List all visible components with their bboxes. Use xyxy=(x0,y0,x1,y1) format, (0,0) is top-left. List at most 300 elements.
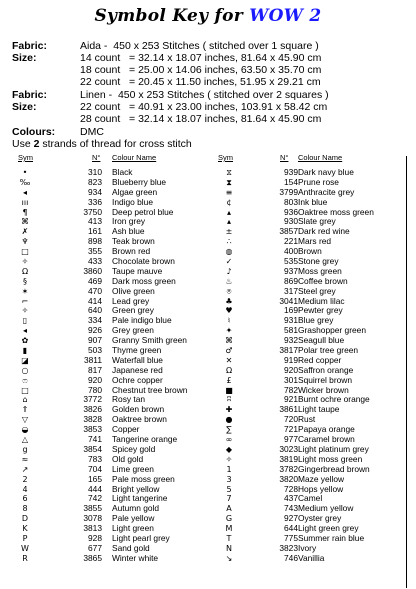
dmc-number: 928 xyxy=(88,532,102,543)
colour-name: Ink blue xyxy=(298,196,328,207)
dmc-number: 503 xyxy=(88,345,102,356)
symbol-glyph: ¶ xyxy=(22,207,28,217)
dmc-number: 3826 xyxy=(83,404,102,415)
symbol-row xyxy=(0,405,210,415)
column-divider xyxy=(406,156,407,588)
dmc-number: 3817 xyxy=(279,345,298,356)
symbol-glyph: Ω xyxy=(21,266,29,276)
symbol-glyph: ♮ xyxy=(227,316,231,326)
colour-name: Pale yellow xyxy=(112,513,155,524)
dmc-number: 783 xyxy=(88,453,102,464)
symbol-glyph: M xyxy=(225,524,233,534)
dmc-number: 3854 xyxy=(83,443,102,454)
symbol-glyph: ⧗ xyxy=(226,177,232,187)
symbol-row xyxy=(0,504,210,514)
dmc-number: 310 xyxy=(88,167,102,177)
dmc-number: 926 xyxy=(88,325,102,336)
colour-name: Grashopper green xyxy=(298,325,366,336)
dmc-number: 640 xyxy=(88,305,102,316)
colour-name: Oaktree brown xyxy=(112,414,167,425)
size-line-1: Size: 14 count = 32.14 x 18.07 inches, 81.64 x 45.90 cm xyxy=(12,52,322,64)
dmc-number: 355 xyxy=(88,246,102,257)
colour-name: Bright yellow xyxy=(112,483,160,494)
symbol-glyph: ✦ xyxy=(225,326,233,336)
symbol-glyph: 3 xyxy=(226,474,232,484)
colour-name: Medium yellow xyxy=(298,503,354,514)
symbol-glyph: £ xyxy=(226,375,232,385)
symbol-glyph: T xyxy=(226,533,232,543)
dmc-number: 3857 xyxy=(279,226,298,237)
dmc-number: 433 xyxy=(88,256,102,267)
dmc-number: 977 xyxy=(284,434,298,445)
colour-name: Grey green xyxy=(112,325,154,336)
colour-name: Olive green xyxy=(112,285,155,296)
colour-name: Light pearl grey xyxy=(112,532,170,543)
dmc-number: 3861 xyxy=(279,404,298,415)
colour-name: Rosy tan xyxy=(112,394,146,405)
symbol-glyph: ▴ xyxy=(226,217,231,227)
symbol-glyph: ▴ xyxy=(226,207,231,217)
symbol-row xyxy=(0,485,210,495)
colour-name: Sand gold xyxy=(112,542,150,553)
dmc-number: 3819 xyxy=(279,453,298,464)
colour-name: Slate grey xyxy=(298,216,336,227)
dmc-number: 469 xyxy=(88,275,102,286)
colour-name: Medium lilac xyxy=(298,295,345,306)
colour-name: Blueberry blue xyxy=(112,176,167,187)
symbol-row xyxy=(0,415,210,425)
size-line-5: 28 count = 32.14 x 18.07 inches, 81.64 x 45.90 cm xyxy=(80,113,322,125)
symbol-glyph: ʭ xyxy=(226,395,232,405)
symbol-glyph: ○ xyxy=(21,365,29,375)
symbol-row xyxy=(0,227,210,237)
symbol-glyph: ¢ xyxy=(226,197,232,207)
colour-name: Light platinum grey xyxy=(298,443,369,454)
colour-name: Granny Smith green xyxy=(112,335,187,346)
symbol-glyph: ⌂ xyxy=(22,395,28,405)
colour-name: Prune rose xyxy=(298,176,339,187)
symbol-row xyxy=(0,277,210,287)
colour-name: Taupe mauve xyxy=(112,265,163,276)
symbol-row xyxy=(0,237,210,247)
dmc-number: 400 xyxy=(284,246,298,257)
symbol-glyph: ⧖ xyxy=(226,168,232,177)
symbol-glyph: ✶ xyxy=(21,286,29,296)
dmc-number: 782 xyxy=(284,384,298,395)
dmc-number: 936 xyxy=(284,206,298,217)
symbol-list-left xyxy=(0,168,210,564)
symbol-list-right xyxy=(208,168,406,564)
symbol-glyph: G xyxy=(225,514,233,524)
symbol-row xyxy=(0,465,210,475)
symbol-row xyxy=(0,425,210,435)
symbol-glyph: § xyxy=(23,276,27,286)
dmc-number: 165 xyxy=(88,473,102,484)
symbol-glyph: ✧ xyxy=(225,454,233,464)
symbol-row xyxy=(0,356,210,366)
colour-name: Hops yellow xyxy=(298,483,344,494)
dmc-number: 3772 xyxy=(83,394,102,405)
dmc-number: 3828 xyxy=(83,414,102,425)
dmc-number: 444 xyxy=(88,483,102,494)
symbol-row xyxy=(0,198,210,208)
dmc-number: 677 xyxy=(88,542,102,553)
colour-name: Chestnut tree brown xyxy=(112,384,188,395)
symbol-row xyxy=(0,366,210,376)
symbol-row xyxy=(0,306,210,316)
symbol-row xyxy=(0,316,210,326)
colour-name: Spicey gold xyxy=(112,443,156,454)
symbol-glyph: ✗ xyxy=(21,227,29,237)
dmc-number: 221 xyxy=(284,236,298,247)
symbol-glyph: ✧ xyxy=(21,306,29,316)
symbol-row xyxy=(0,386,210,396)
dmc-number: 932 xyxy=(284,335,298,346)
colour-name: Caramel brown xyxy=(298,434,355,445)
colour-name: Brown xyxy=(298,246,322,257)
symbol-glyph: ● xyxy=(225,415,233,425)
symbol-glyph: ✕ xyxy=(225,355,233,365)
colour-name: Anthracite grey xyxy=(298,186,355,197)
colour-name: Lime green xyxy=(112,463,154,474)
symbol-row xyxy=(0,395,210,405)
header-sym-left: Sym xyxy=(18,153,33,162)
colour-name: Waterfall blue xyxy=(112,354,163,365)
colour-name: Oaktree moss green xyxy=(298,206,374,217)
colour-name: Old gold xyxy=(112,453,144,464)
fabric-linen: Fabric: Linen - 450 x 253 Stitches ( stitched over 2 squares ) xyxy=(12,89,329,101)
symbol-glyph: R xyxy=(22,553,28,563)
symbol-glyph: ⌘ xyxy=(225,336,233,346)
dmc-number: 3811 xyxy=(83,354,102,365)
colour-name: Ash blue xyxy=(112,226,145,237)
size-line-2: 18 count = 25.00 x 14.06 inches, 63.50 x 35.70 cm xyxy=(80,64,322,76)
symbol-glyph: ⇑ xyxy=(21,405,29,415)
dmc-number: 743 xyxy=(284,503,298,514)
colour-name: Ivory xyxy=(298,542,317,553)
dmc-number: 336 xyxy=(88,196,102,207)
colour-name: Wicker brown xyxy=(298,384,349,395)
colour-name: Light green xyxy=(112,523,154,534)
colour-name: Polar tree green xyxy=(298,345,359,356)
dmc-number: 644 xyxy=(284,523,298,534)
colour-name: Indigo blue xyxy=(112,196,153,207)
symbol-glyph: ≈ xyxy=(21,454,29,464)
dmc-number: 775 xyxy=(284,532,298,543)
colour-name: Maze yellow xyxy=(298,473,345,484)
dmc-number: 154 xyxy=(284,176,298,187)
dmc-number: 581 xyxy=(284,325,298,336)
dmc-number: 937 xyxy=(284,265,298,276)
symbol-glyph: ⌐ xyxy=(21,296,29,306)
strands-line: Use 2 strands of thread for cross stitch xyxy=(12,138,192,150)
dmc-number: 704 xyxy=(88,463,102,474)
colour-name: Brown red xyxy=(112,246,151,257)
dmc-number: 931 xyxy=(284,315,298,326)
pattern-name: WOW 2 xyxy=(249,6,322,26)
dmc-number: 741 xyxy=(88,434,102,445)
symbol-glyph: ∑ xyxy=(226,425,232,435)
dmc-number: 803 xyxy=(284,196,298,207)
colour-name: Gingerbread brown xyxy=(298,463,370,474)
colour-name: Green grey xyxy=(112,305,154,316)
dmc-number: 334 xyxy=(88,315,102,326)
header-name-left: Colour Name xyxy=(112,153,157,162)
symbol-glyph: ◆ xyxy=(225,444,233,454)
colour-name: Light moss green xyxy=(298,453,363,464)
symbol-glyph: □ xyxy=(21,385,29,395)
colour-name: Ochre copper xyxy=(112,374,163,385)
symbol-glyph: ✿ xyxy=(21,336,29,346)
symbol-row xyxy=(0,514,210,524)
dmc-number: 3799 xyxy=(279,186,298,197)
dmc-number: 3041 xyxy=(279,295,298,306)
colour-name: Dark red wine xyxy=(298,226,350,237)
header-name-right: Colour Name xyxy=(298,153,343,162)
symbol-glyph: ∞ xyxy=(225,435,233,445)
symbol-glyph: 4 xyxy=(22,484,28,494)
dmc-number: 3820 xyxy=(279,473,298,484)
symbol-glyph: 6 xyxy=(22,494,28,504)
dmc-number: 898 xyxy=(88,236,102,247)
colour-name: Burnt ochre orange xyxy=(298,394,370,405)
dmc-number: 817 xyxy=(88,364,102,375)
symbol-row xyxy=(0,188,210,198)
title-prefix: Symbol Key for xyxy=(94,6,244,26)
dmc-number: 414 xyxy=(88,295,102,306)
dmc-number: 470 xyxy=(88,285,102,296)
symbol-glyph: K xyxy=(22,524,28,534)
symbol-glyph: Ω xyxy=(225,365,233,375)
colours-line: Colours: DMC xyxy=(12,126,104,138)
header-num-right: N° xyxy=(280,153,289,162)
colour-name: Oyster grey xyxy=(298,513,342,524)
colour-name: Iron grey xyxy=(112,216,146,227)
dmc-number: 823 xyxy=(88,176,102,187)
dmc-number: 3023 xyxy=(279,443,298,454)
colour-name: Light taupe xyxy=(298,404,340,415)
dmc-number: 3860 xyxy=(83,265,102,276)
symbol-glyph: ▯ xyxy=(22,316,28,326)
colour-name: Dark navy blue xyxy=(298,167,354,177)
dmc-number: 934 xyxy=(88,186,102,197)
symbol-row xyxy=(0,554,210,564)
dmc-number: 3813 xyxy=(83,523,102,534)
colour-name: Papaya orange xyxy=(298,424,355,435)
symbol-glyph: W xyxy=(21,543,29,553)
colour-name: Thyme green xyxy=(112,345,162,356)
symbol-glyph: ෆ xyxy=(22,375,28,385)
colour-name: Seagull blue xyxy=(298,335,345,346)
symbol-row xyxy=(0,247,210,257)
colour-name: Deep petrol blue xyxy=(112,206,174,217)
dmc-number: 869 xyxy=(284,275,298,286)
dmc-number: 728 xyxy=(284,483,298,494)
dmc-number: 927 xyxy=(284,513,298,524)
symbol-glyph: ◂ xyxy=(22,187,27,197)
colour-name: Summer rain blue xyxy=(298,532,365,543)
symbol-glyph: ⍟ xyxy=(226,286,232,296)
symbol-row xyxy=(208,554,406,564)
colour-name: Pale indigo blue xyxy=(112,315,172,326)
symbol-glyph: ↗ xyxy=(21,464,29,474)
dmc-number: 3865 xyxy=(83,552,102,563)
dmc-number: 3782 xyxy=(279,463,298,474)
symbol-glyph: A xyxy=(226,504,232,514)
colour-name: Chocolate brown xyxy=(112,256,175,267)
symbol-glyph: ✚ xyxy=(225,405,233,415)
dmc-number: 161 xyxy=(88,226,102,237)
size-line-4: Size: 22 count = 40.91 x 23.00 inches, 103.91 x 58.42 cm xyxy=(12,101,328,113)
colour-name: Light tangerine xyxy=(112,493,168,504)
size-line-3: 22 count = 20.45 x 11.50 inches, 51.95 x 29.21 cm xyxy=(80,76,321,88)
colour-name: Vanillia xyxy=(298,552,325,563)
symbol-glyph: ♨ xyxy=(225,276,233,286)
symbol-glyph: ◒ xyxy=(21,425,29,435)
symbol-row xyxy=(0,475,210,485)
symbol-row xyxy=(0,287,210,297)
symbol-row xyxy=(0,524,210,534)
symbol-row xyxy=(0,168,210,178)
symbol-glyph: ■ xyxy=(225,385,233,395)
dmc-number: 3750 xyxy=(83,206,102,217)
symbol-glyph: ‰ xyxy=(19,177,31,187)
symbol-glyph: ▽ xyxy=(21,415,29,425)
dmc-number: 721 xyxy=(284,424,298,435)
colour-name: Coffee brown xyxy=(298,275,348,286)
symbol-row xyxy=(0,455,210,465)
symbol-row xyxy=(0,297,210,307)
dmc-number: 301 xyxy=(284,374,298,385)
symbol-row xyxy=(0,534,210,544)
dmc-number: 437 xyxy=(284,493,298,504)
symbol-glyph: ⌘ xyxy=(21,217,29,227)
symbol-glyph: g xyxy=(22,444,28,454)
dmc-number: 921 xyxy=(284,394,298,405)
colour-name: Black xyxy=(112,167,133,177)
symbol-glyph: ✓ xyxy=(225,257,233,267)
header-num-left: N° xyxy=(92,153,101,162)
dmc-number: 3078 xyxy=(83,513,102,524)
colour-name: Golden brown xyxy=(112,404,165,415)
dmc-number: 746 xyxy=(284,552,298,563)
symbol-glyph: ≡ xyxy=(225,187,233,197)
symbol-row xyxy=(0,267,210,277)
colour-name: Japanese red xyxy=(112,364,163,375)
symbol-row xyxy=(0,208,210,218)
symbol-glyph: ↘ xyxy=(225,553,233,563)
symbol-glyph: ▮ xyxy=(22,346,28,356)
symbol-glyph: P xyxy=(22,533,28,543)
dmc-number: 907 xyxy=(88,335,102,346)
colour-name: Pale moss green xyxy=(112,473,175,484)
symbol-row xyxy=(0,544,210,554)
symbol-glyph: ♆ xyxy=(21,237,29,247)
colour-name: Dark moss green xyxy=(112,275,176,286)
colour-name: Lead grey xyxy=(112,295,150,306)
symbol-glyph: △ xyxy=(21,435,29,445)
symbol-glyph: ∴ xyxy=(226,237,232,247)
fabric-aida: Fabric: Aida - 450 x 253 Stitches ( stitched over 1 square ) xyxy=(12,40,319,52)
symbol-row xyxy=(0,445,210,455)
symbol-glyph: N xyxy=(226,543,232,553)
dmc-number: 3823 xyxy=(279,542,298,553)
dmc-number: 3853 xyxy=(83,424,102,435)
colour-name: Algae green xyxy=(112,186,158,197)
symbol-glyph: ◍ xyxy=(225,247,233,257)
colour-name: Camel xyxy=(298,493,323,504)
colour-name: Mars red xyxy=(298,236,332,247)
dmc-number: 920 xyxy=(88,374,102,385)
colour-name: Moss green xyxy=(298,265,342,276)
symbol-glyph: 8 xyxy=(22,504,28,514)
dmc-number: 3855 xyxy=(83,503,102,514)
colour-name: Rust xyxy=(298,414,316,425)
symbol-glyph: ◂ xyxy=(22,326,27,336)
page-title xyxy=(0,6,416,26)
dmc-number: 317 xyxy=(284,285,298,296)
symbol-row xyxy=(0,217,210,227)
symbol-glyph: ◪ xyxy=(21,355,29,365)
symbol-glyph: ♣ xyxy=(225,296,233,306)
colour-name: Copper xyxy=(112,424,140,435)
symbol-glyph: D xyxy=(21,514,29,524)
colour-name: Teak brown xyxy=(112,236,155,247)
symbol-glyph: 7 xyxy=(226,494,232,504)
symbol-glyph: ııı xyxy=(21,197,29,207)
symbol-glyph: 2 xyxy=(22,474,28,484)
dmc-number: 720 xyxy=(284,414,298,425)
colour-name: Pewter grey xyxy=(298,305,343,316)
symbol-row xyxy=(0,257,210,267)
symbol-glyph: ♥ xyxy=(225,306,233,316)
symbol-glyph: 5 xyxy=(226,484,232,494)
dmc-number: 939 xyxy=(284,167,298,177)
colour-name: Autumn gold xyxy=(112,503,160,514)
colour-name: Light green grey xyxy=(298,523,359,534)
symbol-row xyxy=(0,435,210,445)
symbol-glyph: ± xyxy=(225,227,233,237)
symbol-row xyxy=(0,494,210,504)
dmc-number: 413 xyxy=(88,216,102,227)
header-sym-right: Sym xyxy=(218,153,233,162)
colour-name: Tangerine orange xyxy=(112,434,178,445)
dmc-number: 742 xyxy=(88,493,102,504)
dmc-number: 930 xyxy=(284,216,298,227)
dmc-number: 780 xyxy=(88,384,102,395)
symbol-glyph: ✧ xyxy=(21,257,29,267)
symbol-glyph: ♪ xyxy=(226,266,232,276)
colour-name: Stone grey xyxy=(298,256,339,267)
colour-name: Red copper xyxy=(298,354,342,365)
dmc-number: 919 xyxy=(284,354,298,365)
symbol-glyph: 1 xyxy=(226,464,232,474)
symbol-row xyxy=(0,336,210,346)
colour-name: Blue grey xyxy=(298,315,334,326)
symbol-row xyxy=(0,346,210,356)
symbol-row xyxy=(0,178,210,188)
colour-name: Saffron orange xyxy=(298,364,354,375)
symbol-glyph: □ xyxy=(21,247,29,257)
dmc-number: 920 xyxy=(284,364,298,375)
colour-name: Squirrel brown xyxy=(298,374,352,385)
dmc-number: 535 xyxy=(284,256,298,267)
symbol-glyph: ♂ xyxy=(225,346,233,356)
colour-name: Winter white xyxy=(112,552,159,563)
symbol-glyph: • xyxy=(22,168,28,177)
dmc-number: 169 xyxy=(284,305,298,316)
colour-name: Steel grey xyxy=(298,285,336,296)
